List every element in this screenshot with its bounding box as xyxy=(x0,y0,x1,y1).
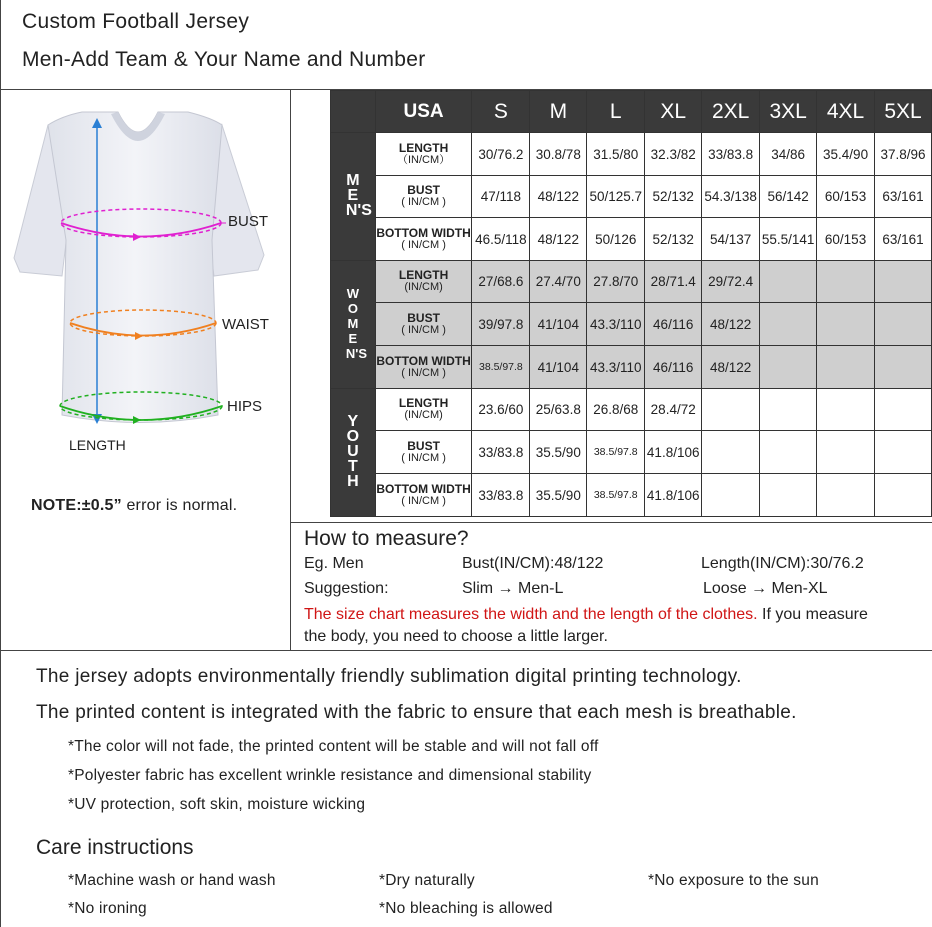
size-cell: 54/137 xyxy=(702,218,760,261)
product-info-section xyxy=(0,650,932,927)
row-label xyxy=(375,218,472,261)
size-cell: 32.3/82 xyxy=(645,133,702,176)
row-label-text: LENGTH xyxy=(398,396,449,411)
size-cell xyxy=(760,346,817,389)
group-label-text: WOMEN'S xyxy=(345,286,368,362)
how-to-measure-section xyxy=(291,522,932,650)
example-length: Length(IN/CM):30/76.2 xyxy=(701,555,864,572)
size-cell xyxy=(760,474,817,517)
jersey-body xyxy=(48,112,222,423)
table-header-row xyxy=(331,91,932,133)
row-label xyxy=(375,389,472,431)
care-title: Care instructions xyxy=(36,836,194,859)
size-cell: 54.3/138 xyxy=(702,176,760,218)
size-cell: 38.5/97.8 xyxy=(472,346,530,389)
feature-bullet: *The color will not fade, the printed content will be stable and will not fall off xyxy=(68,738,599,755)
measure-note-rest: If you measure xyxy=(757,606,868,623)
size-cell xyxy=(760,431,817,474)
row-label xyxy=(375,474,472,517)
size-cell: 60/153 xyxy=(817,218,875,261)
page-title: Custom Football Jersey xyxy=(22,10,250,33)
row-unit-text: ( IN/CM ) xyxy=(401,451,446,464)
header-size: 4XL xyxy=(817,91,875,133)
size-cell xyxy=(875,346,932,389)
example-label: Eg. Men xyxy=(304,555,364,572)
suggestion-slim: Slim → Men-L xyxy=(462,580,564,597)
row-unit-text: （IN/CM） xyxy=(396,153,451,166)
size-cell: 33/83.8 xyxy=(702,133,760,176)
size-cell: 41/104 xyxy=(530,346,587,389)
size-cell: 27.8/70 xyxy=(587,261,645,303)
row-unit-text: ( IN/CM ) xyxy=(401,238,446,251)
size-cell xyxy=(817,346,875,389)
size-cell: 23.6/60 xyxy=(472,389,530,431)
size-cell: 34/86 xyxy=(760,133,817,176)
group-label xyxy=(331,133,376,261)
care-item: *No ironing xyxy=(68,900,147,917)
row-label-text: BUST xyxy=(407,310,440,325)
row-label-text: BOTTOM WIDTH xyxy=(376,481,471,496)
table-row xyxy=(331,303,932,346)
row-label xyxy=(375,261,472,303)
table-row xyxy=(331,346,932,389)
row-label-text: BUST xyxy=(407,183,440,198)
length-label: LENGTH xyxy=(69,437,126,453)
size-cell xyxy=(702,431,760,474)
measure-note xyxy=(304,606,868,624)
care-item: *Machine wash or hand wash xyxy=(68,872,276,889)
size-cell xyxy=(817,431,875,474)
size-cell: 38.5/97.8 xyxy=(587,474,645,517)
care-item: *No exposure to the sun xyxy=(648,872,819,889)
size-chart-table xyxy=(330,90,932,517)
jersey-illustration xyxy=(0,90,290,490)
group-label-text: MEN'S xyxy=(345,172,372,220)
size-cell xyxy=(760,261,817,303)
size-cell: 30/76.2 xyxy=(472,133,530,176)
row-label xyxy=(375,431,472,474)
size-cell: 52/132 xyxy=(645,218,702,261)
size-cell xyxy=(817,474,875,517)
row-label-text: BUST xyxy=(407,438,440,453)
info-line-1: The jersey adopts environmentally friendly sublimation digital printing technology. xyxy=(36,666,742,687)
size-cell: 63/161 xyxy=(875,218,932,261)
info-line-2: The printed content is integrated with the fabric to ensure that each mesh is breathable. xyxy=(36,702,797,723)
size-cell xyxy=(702,474,760,517)
table-row xyxy=(331,218,932,261)
row-unit-text: ( IN/CM ) xyxy=(401,323,446,336)
size-cell xyxy=(817,389,875,431)
group-label xyxy=(331,261,376,389)
row-unit-text: ( IN/CM ) xyxy=(401,196,446,209)
size-cell: 63/161 xyxy=(875,176,932,218)
header-size: 5XL xyxy=(875,91,932,133)
suggestion-loose: Loose → Men-XL xyxy=(703,580,828,597)
size-cell: 26.8/68 xyxy=(587,389,645,431)
jersey-diagram-panel xyxy=(0,90,291,650)
size-cell: 43.3/110 xyxy=(587,346,645,389)
row-unit-text: ( IN/CM ) xyxy=(401,494,446,507)
header-corner xyxy=(331,91,376,133)
header-size: XL xyxy=(645,91,702,133)
size-cell: 50/125.7 xyxy=(587,176,645,218)
size-cell xyxy=(760,389,817,431)
size-cell: 46.5/118 xyxy=(472,218,530,261)
size-cell xyxy=(702,389,760,431)
size-cell: 47/118 xyxy=(472,176,530,218)
measure-title: How to measure? xyxy=(304,527,469,550)
row-unit-text: (IN/CM) xyxy=(404,409,443,422)
header-size: 3XL xyxy=(760,91,817,133)
size-cell: 35.4/90 xyxy=(817,133,875,176)
header-size: S xyxy=(472,91,530,133)
row-label-text: LENGTH xyxy=(398,268,449,283)
header xyxy=(0,0,932,90)
size-cell: 55.5/141 xyxy=(760,218,817,261)
size-cell: 41.8/106 xyxy=(645,474,702,517)
size-cell: 48/122 xyxy=(530,218,587,261)
size-cell: 30.8/78 xyxy=(530,133,587,176)
row-unit-text: (IN/CM) xyxy=(404,281,443,294)
feature-bullet: *UV protection, soft skin, moisture wicking xyxy=(68,796,366,813)
measure-note-red: The size chart measures the width and the length of the clothes. xyxy=(304,606,758,623)
table-row xyxy=(331,431,932,474)
size-cell: 46/116 xyxy=(645,346,702,389)
care-item: *Dry naturally xyxy=(379,872,475,889)
size-cell: 35.5/90 xyxy=(530,431,587,474)
size-cell: 52/132 xyxy=(645,176,702,218)
size-cell xyxy=(875,474,932,517)
table-row xyxy=(331,133,932,176)
size-cell: 25/63.8 xyxy=(530,389,587,431)
tolerance-note xyxy=(31,497,237,515)
size-cell: 27.4/70 xyxy=(530,261,587,303)
size-cell: 27/68.6 xyxy=(472,261,530,303)
size-cell xyxy=(875,389,932,431)
row-label xyxy=(375,303,472,346)
group-label-text: YOUTH xyxy=(346,413,360,491)
row-label xyxy=(375,176,472,218)
page-subtitle: Men-Add Team & Your Name and Number xyxy=(22,48,426,71)
size-cell xyxy=(875,303,932,346)
size-cell: 35.5/90 xyxy=(530,474,587,517)
size-cell: 60/153 xyxy=(817,176,875,218)
size-cell: 28.4/72 xyxy=(645,389,702,431)
size-cell xyxy=(817,303,875,346)
header-size: 2XL xyxy=(702,91,760,133)
size-cell: 43.3/110 xyxy=(587,303,645,346)
row-label-text: BOTTOM WIDTH xyxy=(376,225,471,240)
row-label-text: BOTTOM WIDTH xyxy=(376,353,471,368)
header-usa: USA xyxy=(375,91,472,133)
row-label-text: LENGTH xyxy=(398,140,449,155)
size-cell: 39/97.8 xyxy=(472,303,530,346)
header-size: M xyxy=(530,91,587,133)
note-bold: NOTE:±0.5” xyxy=(31,497,122,514)
size-cell: 28/71.4 xyxy=(645,261,702,303)
size-cell: 41.8/106 xyxy=(645,431,702,474)
row-unit-text: ( IN/CM ) xyxy=(401,366,446,379)
table-row xyxy=(331,176,932,218)
waist-label: WAIST xyxy=(222,316,269,333)
group-label xyxy=(331,389,376,517)
note-rest: error is normal. xyxy=(121,497,238,514)
size-cell: 48/122 xyxy=(702,303,760,346)
size-cell: 33/83.8 xyxy=(472,431,530,474)
size-cell: 31.5/80 xyxy=(587,133,645,176)
size-cell: 41/104 xyxy=(530,303,587,346)
size-cell: 50/126 xyxy=(587,218,645,261)
size-cell: 37.8/96 xyxy=(875,133,932,176)
header-size: L xyxy=(587,91,645,133)
row-label xyxy=(375,346,472,389)
size-cell: 33/83.8 xyxy=(472,474,530,517)
row-label xyxy=(375,133,472,176)
feature-bullet: *Polyester fabric has excellent wrinkle resistance and dimensional stability xyxy=(68,767,592,784)
table-row xyxy=(331,474,932,517)
example-bust: Bust(IN/CM):48/122 xyxy=(462,555,604,572)
size-cell: 29/72.4 xyxy=(702,261,760,303)
size-cell xyxy=(760,303,817,346)
table-row xyxy=(331,389,932,431)
hips-label: HIPS xyxy=(227,398,263,415)
table-row xyxy=(331,261,932,303)
size-cell xyxy=(875,431,932,474)
size-cell xyxy=(875,261,932,303)
bust-label: BUST xyxy=(228,213,269,230)
suggestion-label: Suggestion: xyxy=(304,580,389,597)
care-item: *No bleaching is allowed xyxy=(379,900,553,917)
size-cell: 48/122 xyxy=(702,346,760,389)
size-cell: 46/116 xyxy=(645,303,702,346)
size-cell: 48/122 xyxy=(530,176,587,218)
size-cell xyxy=(817,261,875,303)
size-cell: 38.5/97.8 xyxy=(587,431,645,474)
measure-note-line2: the body, you need to choose a little larger. xyxy=(304,628,608,645)
size-cell: 56/142 xyxy=(760,176,817,218)
